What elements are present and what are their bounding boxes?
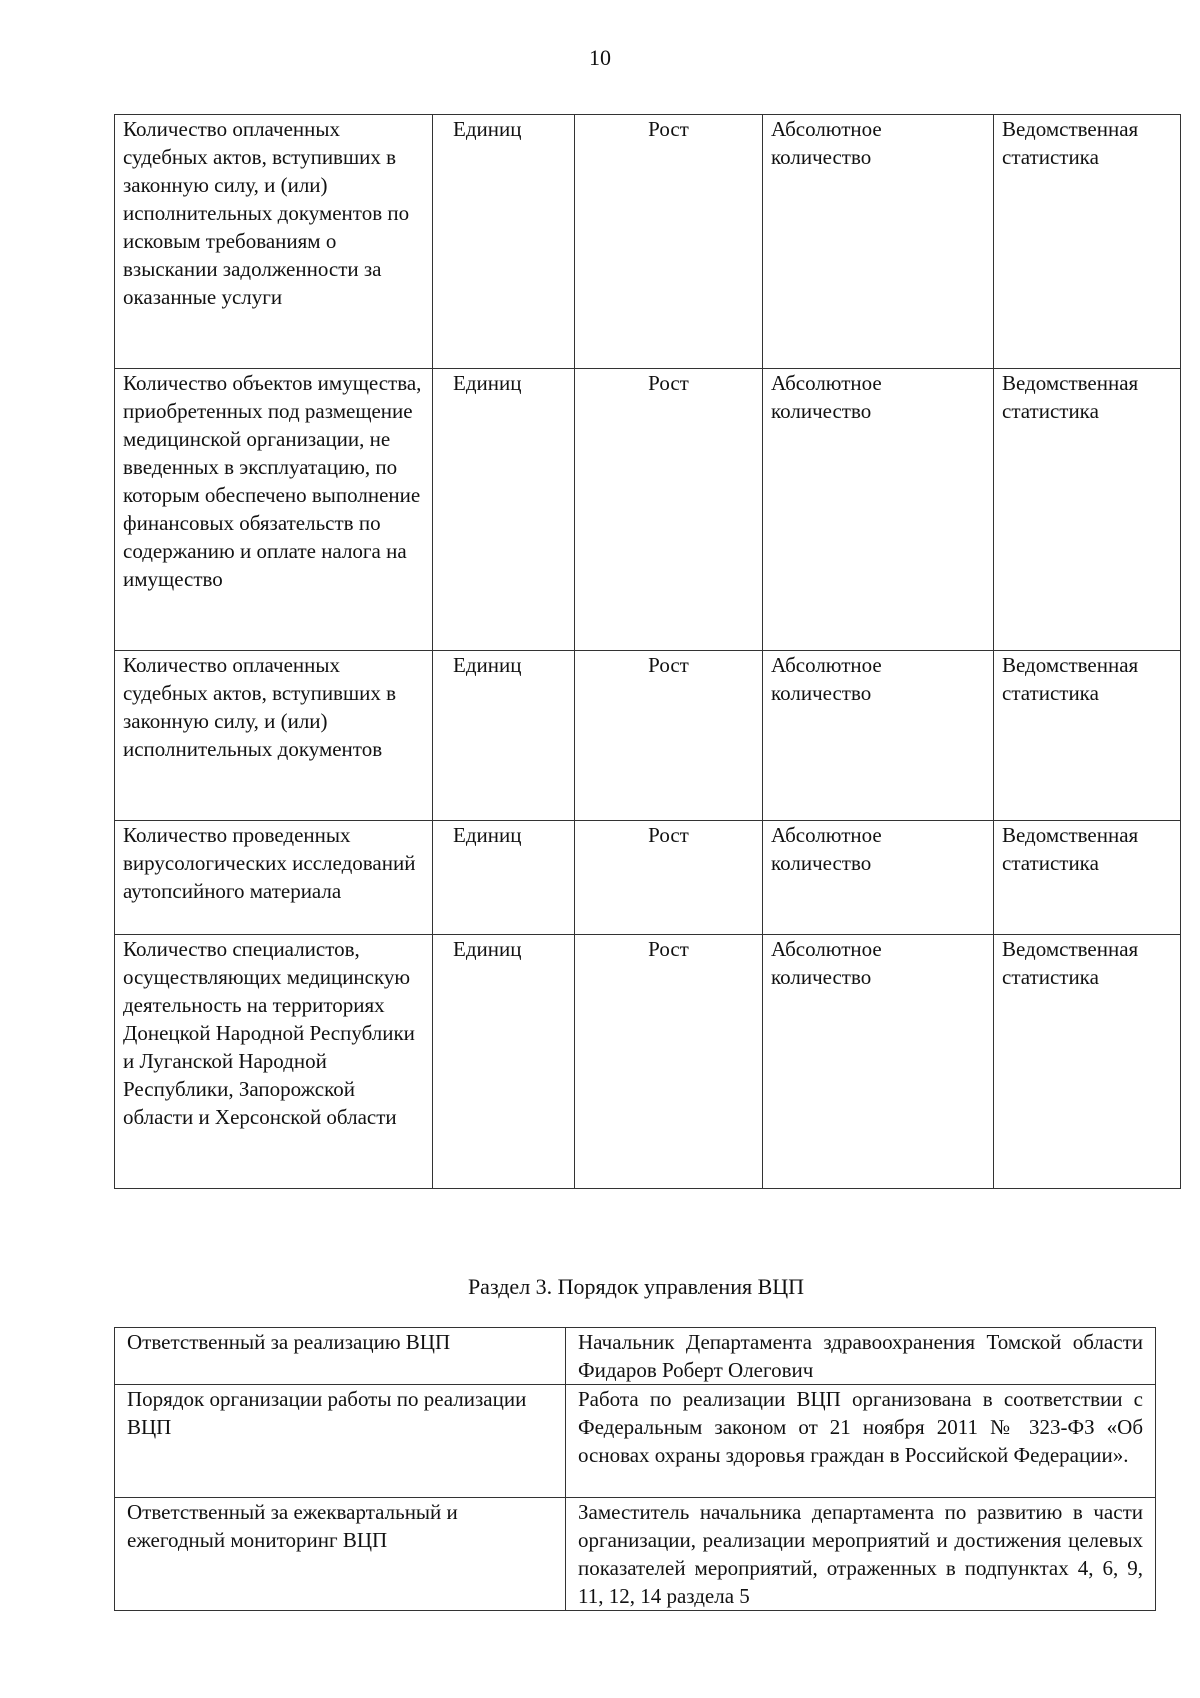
type-cell: Абсолютное количество	[763, 935, 994, 1189]
unit-cell: Единиц	[433, 935, 575, 1189]
table-row	[115, 1385, 1156, 1498]
direction-cell: Рост	[575, 651, 763, 821]
type-cell: Абсолютное количество	[763, 115, 994, 369]
type-cell: Абсолютное количество	[763, 821, 994, 935]
type-cell: Абсолютное количество	[763, 651, 994, 821]
management-value-cell: Работа по реализации ВЦП организована в соответствии с Федеральным законом от 21 ноября 2011 № 323-ФЗ «Об основах охраны здоровья граждан в Российской Федерации».	[566, 1385, 1156, 1498]
table-row	[115, 651, 1181, 821]
table-row	[115, 821, 1181, 935]
table-row	[115, 369, 1181, 651]
page-number: 10	[589, 45, 611, 70]
unit-cell: Единиц	[433, 821, 575, 935]
direction-cell: Рост	[575, 369, 763, 651]
indicator-name-cell: Количество специалистов, осуществляющих медицинскую деятельность на территориях Донецкой Народной Республики и Луганской Народной Республики, Запорожской области и Херсонской области	[115, 935, 433, 1189]
section-title: Раздел 3. Порядок управления ВЦП	[467, 1274, 805, 1299]
unit-cell: Единиц	[433, 115, 575, 369]
indicator-name-cell: Количество объектов имущества, приобретенных под размещение медицинской организации, не введенных в эксплуатацию, по которым обеспечено выполнение финансовых обязательств по содержанию и оплате налога на имущество	[115, 369, 433, 651]
direction-cell: Рост	[575, 935, 763, 1189]
source-cell: Ведомственная статистика	[994, 935, 1181, 1189]
source-cell: Ведомственная статистика	[994, 821, 1181, 935]
indicator-name-cell: Количество проведенных вирусологических исследований аутопсийного материала	[115, 821, 433, 935]
management-label-cell: Ответственный за реализацию ВЦП	[115, 1328, 566, 1385]
indicators-table	[114, 114, 1181, 1189]
table-row	[115, 935, 1181, 1189]
indicator-name-cell: Количество оплаченных судебных актов, вступивших в законную силу, и (или) исполнительных документов по исковым требованиям о взыскании задолженности за оказанные услуги	[115, 115, 433, 369]
direction-cell: Рост	[575, 115, 763, 369]
unit-cell: Единиц	[433, 369, 575, 651]
unit-cell: Единиц	[433, 651, 575, 821]
indicator-name-cell: Количество оплаченных судебных актов, вступивших в законную силу, и (или) исполнительных документов	[115, 651, 433, 821]
direction-cell: Рост	[575, 821, 763, 935]
type-cell: Абсолютное количество	[763, 369, 994, 651]
management-table	[114, 1327, 1156, 1611]
source-cell: Ведомственная статистика	[994, 369, 1181, 651]
source-cell: Ведомственная статистика	[994, 651, 1181, 821]
management-value-cell: Заместитель начальника департамента по развитию в части организации, реализации мероприятий и достижения целевых показателей мероприятий, отраженных в подпунктах 4, 6, 9, 11, 12, 14 раздела 5	[566, 1498, 1156, 1611]
source-cell: Ведомственная статистика	[994, 115, 1181, 369]
table-row	[115, 115, 1181, 369]
management-label-cell: Порядок организации работы по реализации ВЦП	[115, 1385, 566, 1498]
management-value-cell: Начальник Департамента здравоохранения Томской области Фидаров Роберт Олегович	[566, 1328, 1156, 1385]
management-label-cell: Ответственный за ежеквартальный и ежегодный мониторинг ВЦП	[115, 1498, 566, 1611]
table-row	[115, 1328, 1156, 1385]
table-row	[115, 1498, 1156, 1611]
